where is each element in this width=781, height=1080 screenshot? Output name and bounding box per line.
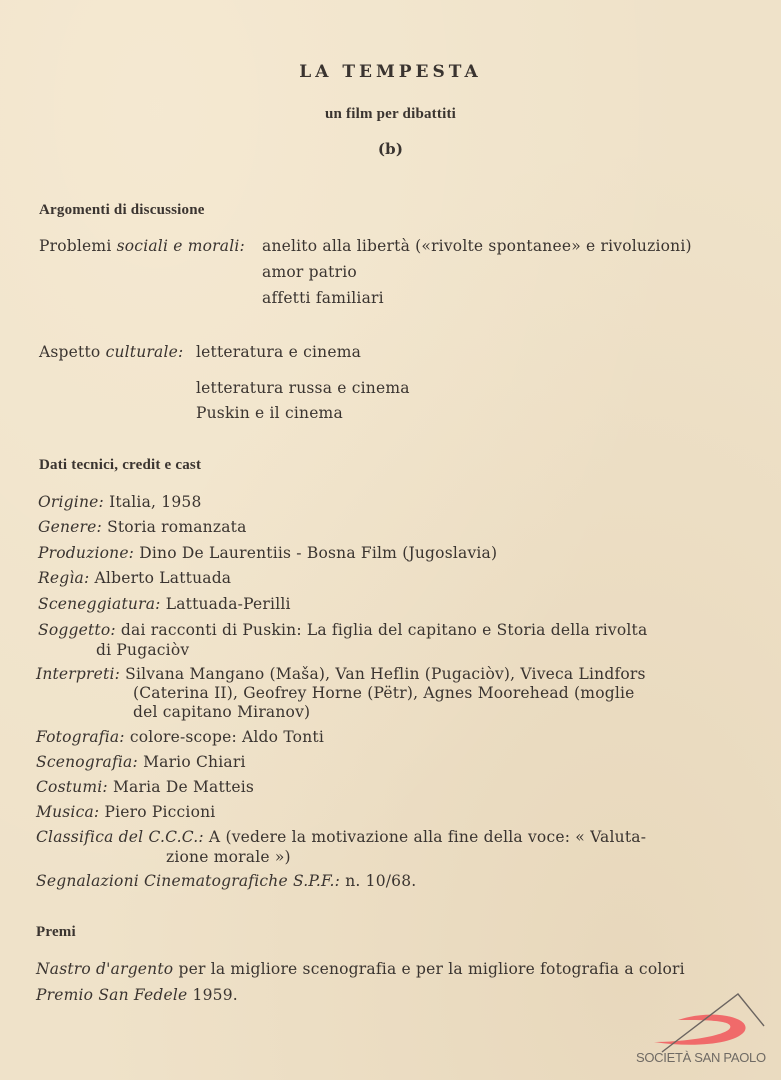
credit-label: Interpreti: <box>36 665 121 683</box>
aspetto-item: letteratura russa e cinema <box>196 379 410 397</box>
credit-value: colore-scope: Aldo Tonti <box>129 728 324 746</box>
credit-label: Produzione: <box>38 544 135 562</box>
credit-value: A (vedere la motivazione alla fine della voce: « Valuta- <box>208 828 647 846</box>
premio-line <box>36 960 685 978</box>
credit-row-origine <box>38 493 202 511</box>
credit-label: Fotografia: <box>36 728 125 746</box>
credit-label: Soggetto: <box>38 621 116 639</box>
credit-label: Origine: <box>38 493 104 511</box>
logo-swoosh <box>654 1015 746 1045</box>
document-title: LA TEMPESTA <box>299 62 482 82</box>
premio-detail: 1959. <box>192 986 238 1004</box>
credit-value: dai racconti di Puskin: La figlia del capitano e Storia della rivolta <box>120 621 648 639</box>
aspetto-label <box>39 343 183 361</box>
credit-value: Mario Chiari <box>143 753 246 771</box>
credit-label: Musica: <box>36 803 100 821</box>
credit-value: Storia romanzata <box>107 518 247 536</box>
heading-argomenti: Argomenti di discussione <box>39 202 205 218</box>
credit-value: n. 10/68. <box>345 872 417 890</box>
aspetto-label-plain: Aspetto <box>39 343 101 361</box>
credit-row-costumi <box>36 778 254 796</box>
credit-row-segnalazioni <box>36 872 416 890</box>
credit-value: Silvana Mangano (Maša), Van Heflin (Pugaciòv), Viveca Lindfors <box>125 665 646 683</box>
credit-row-sceneggiatura <box>38 595 291 613</box>
premio-name: Premio San Fedele <box>36 986 188 1004</box>
credit-row-fotografia <box>36 728 324 746</box>
credit-row-soggetto <box>38 621 647 639</box>
credit-label: Genere: <box>38 518 102 536</box>
problemi-label-italic: sociali e morali: <box>116 237 245 255</box>
document-subtitle: un film per dibattiti <box>324 106 457 122</box>
credit-row-scenografia <box>36 753 246 771</box>
credit-value-continued: di Pugaciòv <box>96 641 190 659</box>
credit-row-genere <box>38 518 247 536</box>
credit-label: Classifica del C.C.C.: <box>36 828 204 846</box>
credit-value: Lattuada-Perilli <box>165 595 291 613</box>
aspetto-item: letteratura e cinema <box>196 343 362 361</box>
credit-label: Regìa: <box>38 569 90 587</box>
aspetto-item: Puskin e il cinema <box>196 404 343 422</box>
heading-dati-tecnici: Dati tecnici, credit e cast <box>39 457 202 473</box>
credit-row-regia <box>38 569 231 587</box>
section-letter: (b) <box>377 140 404 158</box>
problemi-item: anelito alla libertà («rivolte spontanee» e rivoluzioni) <box>262 237 692 255</box>
credit-row-produzione <box>38 544 497 562</box>
logo-text: SOCIETÀ SAN PAOLO <box>636 1050 766 1065</box>
credit-row-musica <box>36 803 215 821</box>
credit-value: Dino De Laurentiis - Bosna Film (Jugoslavia) <box>139 544 498 562</box>
credit-value: Piero Piccioni <box>104 803 216 821</box>
problemi-item: amor patrio <box>262 263 357 281</box>
aspetto-label-italic: culturale: <box>105 343 184 361</box>
premio-line <box>36 986 238 1004</box>
problemi-label <box>39 237 245 255</box>
problemi-label-plain: Problemi <box>39 237 112 255</box>
credit-label: Costumi: <box>36 778 108 796</box>
premio-detail: per la migliore scenografia e per la migliore fotografia a colori <box>178 960 685 978</box>
credit-row-interpreti <box>36 665 646 683</box>
credit-value-continued: del capitano Miranov) <box>133 703 311 721</box>
credit-label: Scenografia: <box>36 753 138 771</box>
credit-label: Segnalazioni Cinematografiche S.P.F.: <box>36 872 341 890</box>
credit-row-classifica <box>36 828 646 846</box>
credit-value-continued: zione morale ») <box>166 848 291 866</box>
premio-name: Nastro d'argento <box>36 960 174 978</box>
credit-label: Sceneggiatura: <box>38 595 161 613</box>
heading-premi: Premi <box>36 924 76 940</box>
credit-value: Maria De Matteis <box>112 778 255 796</box>
problemi-item: affetti familiari <box>262 289 384 307</box>
credit-value: Alberto Lattuada <box>94 569 232 587</box>
credit-value-continued: (Caterina II), Geofrey Horne (Pëtr), Agnes Moorehead (moglie <box>133 684 635 702</box>
credit-value: Italia, 1958 <box>109 493 202 511</box>
